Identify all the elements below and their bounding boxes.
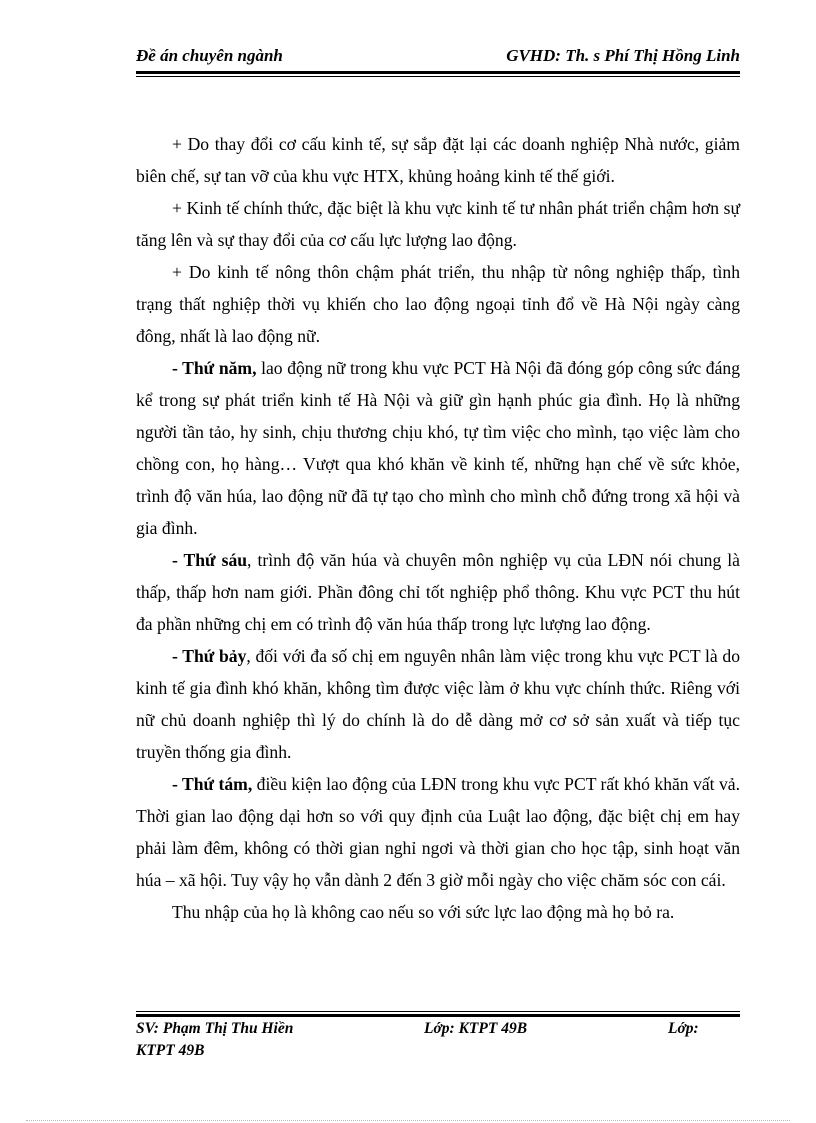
paragraph: + Do thay đổi cơ cấu kinh tế, sự sắp đặt lại các doanh nghiệp Nhà nước, giảm biên chế, sự tan vỡ của khu vực HTX, khủng hoảng kinh tế thế giới. bbox=[136, 134, 740, 186]
page-edge bbox=[26, 1120, 790, 1121]
paragraph-lead: - Thứ tám, bbox=[172, 774, 253, 794]
paragraph-lead: - Thứ bảy bbox=[172, 646, 247, 666]
paragraph: - Thứ năm, lao động nữ trong khu vực PCT Hà Nội đã đóng góp công sức đáng kể trong sự phát triển kinh tế Hà Nội và giữ gìn hạnh phúc gia đình. Họ là những người tần tảo, hy sinh, chịu thương chịu khó, tự tìm việc cho mình, tạo việc làm cho chồng con, họ hàng… Vượt qua khó khăn về kinh tế, những hạn chế về sức khỏe, trình độ văn húa, lao động nữ đã tự tạo cho mình cho mình chỗ đứng trong xã hội và gia đình. bbox=[136, 358, 740, 538]
footer-class-label: Lớp: bbox=[668, 1020, 699, 1037]
paragraph-lead: - Thứ sáu bbox=[172, 550, 248, 570]
footer-divider-thin bbox=[136, 1011, 740, 1012]
paragraph-lead: - Thứ năm, bbox=[172, 358, 257, 378]
header-divider-thick bbox=[136, 71, 740, 74]
footer-student: SV: Phạm Thị Thu Hiền bbox=[136, 1020, 294, 1037]
paragraph: - Thứ tám, điều kiện lao động của LĐN trong khu vực PCT rất khó khăn vất vả. Thời gian lao động dại hơn so với quy định của Luật lao động, đặc biệt chị em hay phải làm đêm, không có thời gian nghỉ ngơi và thời gian cho học tập, sinh hoạt văn húa – xã hội. Tuy vậy họ vẫn dành 2 đến 3 giờ mỗi ngày cho việc chăm sóc con cái. bbox=[136, 774, 740, 890]
paragraph: Thu nhập của họ là không cao nếu so với sức lực lao động mà họ bỏ ra. bbox=[172, 902, 675, 922]
header-title: Đề án chuyên ngành bbox=[136, 46, 283, 65]
paragraph: + Kinh tế chính thức, đặc biệt là khu vực kinh tế tư nhân phát triển chậm hơn sự tăng lên và sự thay đổi của cơ cấu lực lượng lao động. bbox=[136, 198, 740, 250]
header-divider-thin bbox=[136, 76, 740, 77]
footer-divider-thick bbox=[136, 1014, 740, 1017]
footer-class-value: KTPT 49B bbox=[136, 1042, 205, 1059]
paragraph: + Do kinh tế nông thôn chậm phát triển, thu nhập từ nông nghiệp thấp, tình trạng thất nghiệp thời vụ khiến cho lao động ngoại tỉnh đổ về Hà Nội ngày càng đông, nhất là lao động nữ. bbox=[136, 262, 740, 346]
page-header bbox=[136, 46, 740, 70]
body-text bbox=[136, 128, 740, 928]
header-instructor: GVHD: Th. s Phí Thị Hồng Linh bbox=[506, 46, 740, 65]
paragraph: - Thứ sáu, trình độ văn húa và chuyên môn nghiệp vụ của LĐN nói chung là thấp, thấp hơn nam giới. Phần đông chỉ tốt nghiệp phổ thông. Khu vực PCT thu hút đa phần những chị em có trình độ văn húa thấp trong lực lượng lao động. bbox=[136, 550, 740, 634]
footer-class: Lớp: KTPT 49B bbox=[424, 1020, 528, 1037]
paragraph: - Thứ bảy, đối với đa số chị em nguyên nhân làm việc trong khu vực PCT là do kinh tế gia đình khó khăn, không tìm được việc làm ở khu vực chính thức. Riêng với nữ chủ doanh nghiệp thì lý do chính là do dễ dàng mở cơ sở sản xuất và tiếp tục truyền thống gia đình. bbox=[136, 646, 740, 762]
